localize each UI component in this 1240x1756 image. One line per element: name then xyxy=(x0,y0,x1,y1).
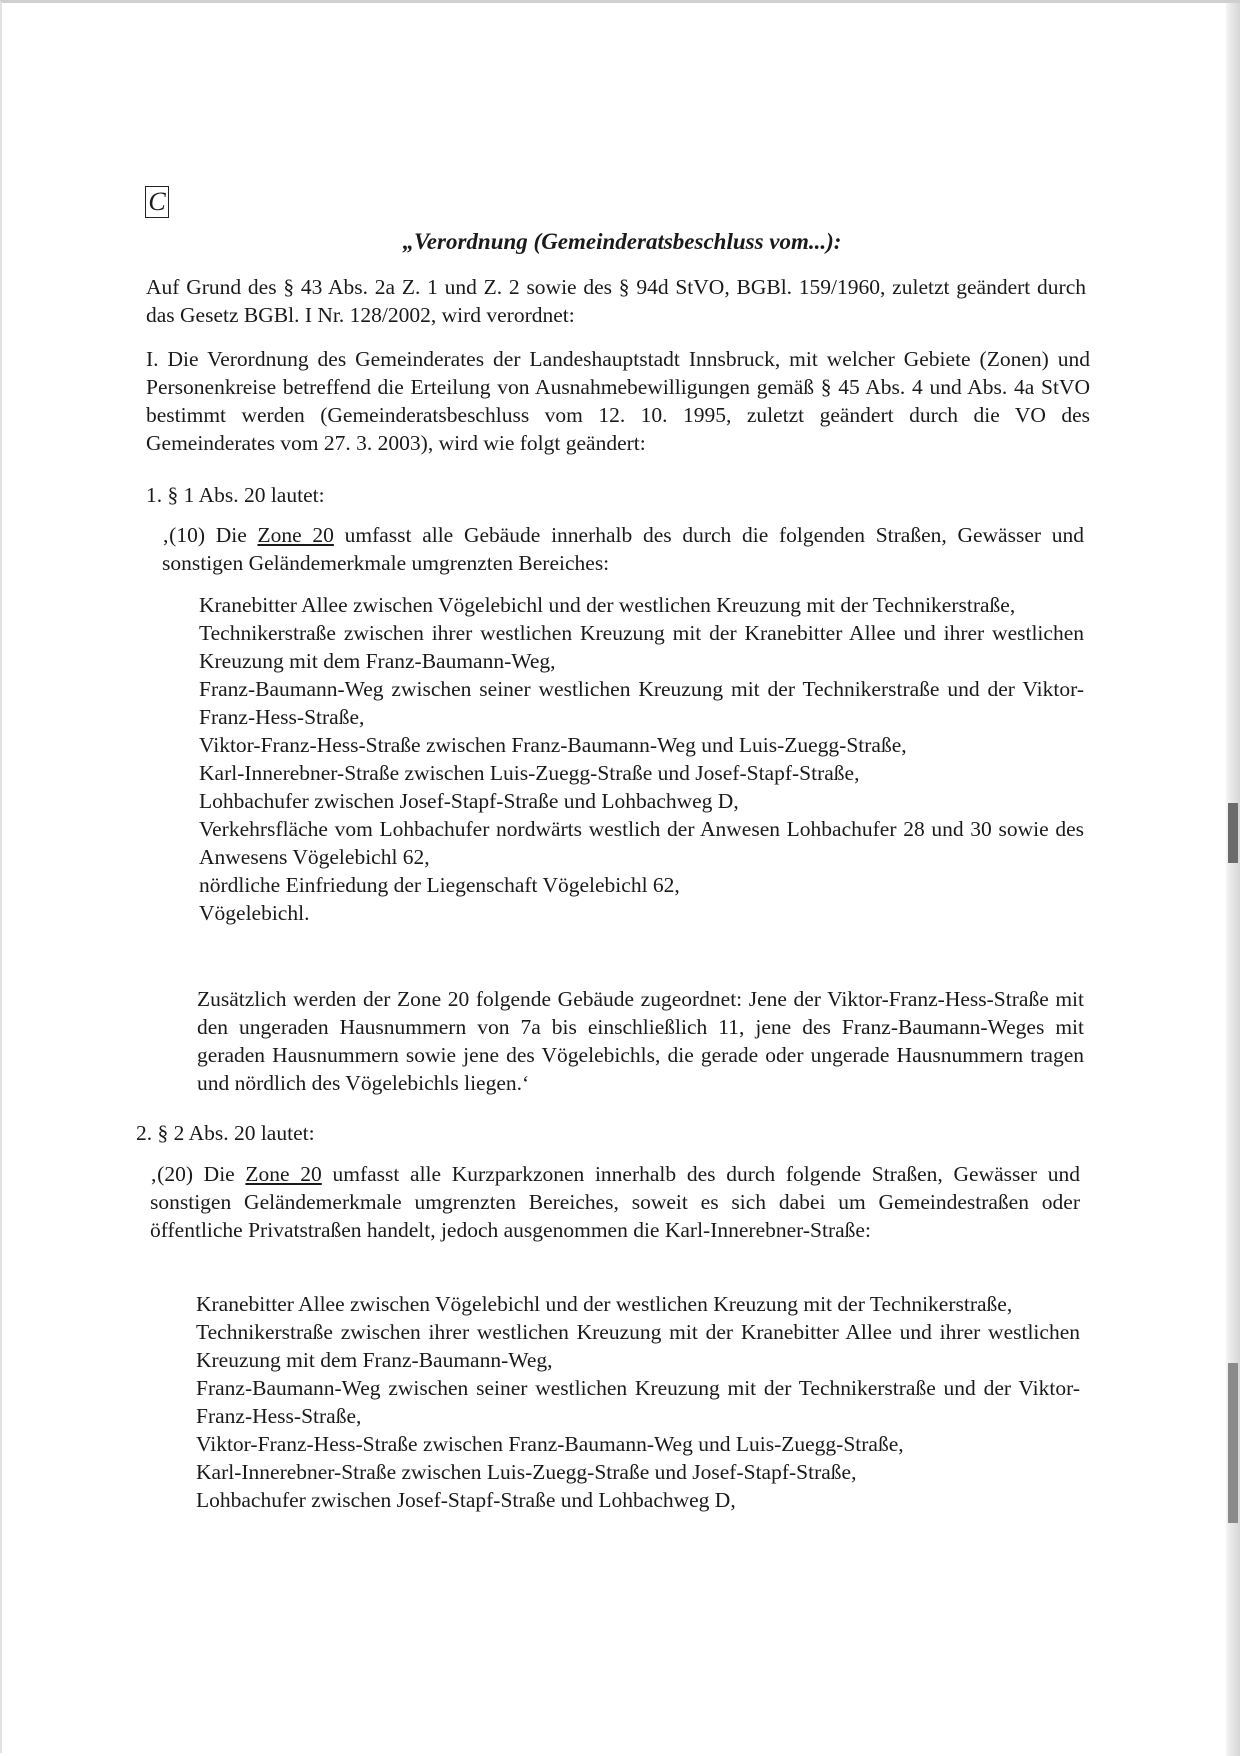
item1-addition-paragraph: Zusätzlich werden der Zone 20 folgende Gebäude zugeordnet: Jene der Viktor-Franz-Hess-Straße mit den ungeraden Hausnummern von 7a bis einschließlich 11, jene des Franz-Baumann-Weges mit geraden Hausnummern sowie jene des Vögelebichls, die gerade oder ungerade Hausnummern tragen und nördlich des Vögelebichls liegen.‘ xyxy=(197,987,1084,1095)
street-item: Lohbachufer zwischen Josef-Stapf-Straße und Lohbachweg D, xyxy=(199,789,739,813)
street-item: Viktor-Franz-Hess-Straße zwischen Franz-Baumann-Weg und Luis-Zuegg-Straße, xyxy=(199,733,907,757)
item1-lead-paragraph xyxy=(162,521,1084,577)
street-item: Karl-Innerebner-Straße zwischen Luis-Zuegg-Straße und Josef-Stapf-Straße, xyxy=(199,761,860,785)
corner-mark: C xyxy=(145,186,169,218)
street-item: Franz-Baumann-Weg zwischen seiner westlichen Kreuzung mit der Technikerstraße und der Viktor-Franz-Hess-Straße, xyxy=(199,677,1084,729)
item2-street-list xyxy=(196,1290,1080,1514)
street-item: Karl-Innerebner-Straße zwischen Luis-Zuegg-Straße und Josef-Stapf-Straße, xyxy=(196,1460,857,1484)
section-I-paragraph: I. Die Verordnung des Gemeinderates der Landeshauptstadt Innsbruck, mit welcher Gebiete (Zonen) und Personenkreise betreffend die Erteilung von Ausnahmebewilligungen gemäß § 45 Abs. 4 und Abs. 4a StVO bestimmt werden (Gemeinderatsbeschluss vom 12. 10. 1995, zuletzt geändert durch die VO des Gemeinderates vom 27. 3. 2003), wird wie folgt geändert: xyxy=(146,347,1090,455)
street-item: Technikerstraße zwischen ihrer westlichen Kreuzung mit der Kranebitter Allee und ihrer westlichen Kreuzung mit dem Franz-Baumann-Weg, xyxy=(196,1320,1080,1372)
scan-shadow xyxy=(1228,1363,1238,1523)
item1-zone-label: Zone 20 xyxy=(257,523,334,547)
item2-zone-label: Zone 20 xyxy=(245,1162,322,1186)
scan-edge xyxy=(1226,3,1240,1756)
street-item: Viktor-Franz-Hess-Straße zwischen Franz-Baumann-Weg und Luis-Zuegg-Straße, xyxy=(196,1432,904,1456)
intro-paragraph: Auf Grund des § 43 Abs. 2a Z. 1 und Z. 2 sowie des § 94d StVO, BGBl. 159/1960, zuletzt geändert durch das Gesetz BGBl. I Nr. 128/2002, wird verordnet: xyxy=(146,275,1086,327)
street-item: Franz-Baumann-Weg zwischen seiner westlichen Kreuzung mit der Technikerstraße und der Viktor-Franz-Hess-Straße, xyxy=(196,1376,1080,1428)
item2-lead-paragraph xyxy=(150,1160,1080,1244)
street-item: Lohbachufer zwischen Josef-Stapf-Straße und Lohbachweg D, xyxy=(196,1488,736,1512)
item2-lead-post: umfasst alle Kurzparkzonen innerhalb des durch folgende Straßen, Gewässer und sonstigen Geländemerkmale umgrenzten Bereiches, soweit es sich dabei um Gemeindestraßen oder öffentliche Privatstraßen handelt, jedoch ausgenommen die Karl-Innerebner-Straße: xyxy=(150,1162,1080,1242)
item1-lead-pre: ‚(10) Die xyxy=(162,523,258,547)
street-item: Vögelebichl. xyxy=(199,901,310,925)
item2-heading: 2. § 2 Abs. 20 lautet: xyxy=(136,1121,315,1145)
street-item: nördliche Einfriedung der Liegenschaft Vögelebichl 62, xyxy=(199,873,680,897)
street-item: Technikerstraße zwischen ihrer westlichen Kreuzung mit der Kranebitter Allee und ihrer westlichen Kreuzung mit dem Franz-Baumann-Weg, xyxy=(199,621,1084,673)
scan-shadow xyxy=(1228,803,1238,863)
street-item: Kranebitter Allee zwischen Vögelebichl und der westlichen Kreuzung mit der Technikerstraße, xyxy=(196,1292,1013,1316)
street-item: Verkehrsfläche vom Lohbachufer nordwärts westlich der Anwesen Lohbachufer 28 und 30 sowie des Anwesens Vögelebichl 62, xyxy=(199,817,1084,869)
document-title: „Verordnung (Gemeinderatsbeschluss vom...): xyxy=(402,229,842,254)
street-item: Kranebitter Allee zwischen Vögelebichl und der westlichen Kreuzung mit der Technikerstraße, xyxy=(199,593,1016,617)
item1-heading: 1. § 1 Abs. 20 lautet: xyxy=(146,483,325,507)
item1-street-list xyxy=(199,591,1084,927)
item1-lead-post: umfasst alle Gebäude innerhalb des durch die folgenden Straßen, Gewässer und sonstigen Geländemerkmale umgrenzten Bereiches: xyxy=(162,523,1085,575)
item2-lead-pre: ‚(20) Die xyxy=(150,1162,246,1186)
